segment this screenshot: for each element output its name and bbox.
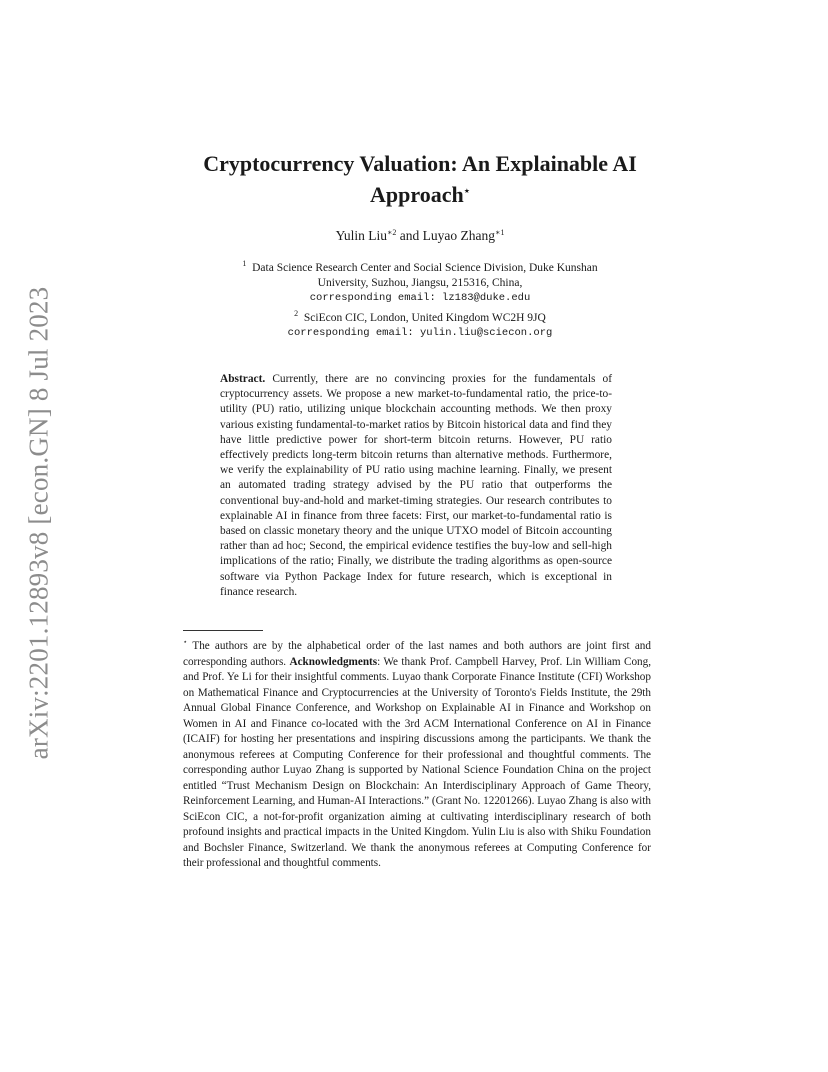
affiliations [200, 256, 640, 341]
abstract-label: Abstract. [220, 373, 266, 385]
author-conjunction: and [399, 228, 420, 243]
affiliation-1-line-1 [200, 256, 640, 276]
title-line-2-text: Approach [370, 182, 464, 207]
footnote [183, 635, 651, 872]
affiliation-1-number: 1 [242, 259, 247, 268]
abstract [220, 372, 612, 600]
affiliation-2-line-1 [200, 306, 640, 326]
author-1-name: Yulin Liu [335, 228, 387, 243]
paper-title [150, 150, 690, 209]
footnote-text-1: The authors are by the alphabetical order of the last names and both authors are joint first and corresponding authors. [183, 640, 651, 668]
affiliation-2-number: 2 [294, 309, 299, 318]
arxiv-side-stamp [24, 288, 54, 758]
title-line-2 [150, 178, 690, 209]
affiliation-1-text: Data Science Research Center and Social Science Division, Duke Kunshan [252, 262, 598, 274]
author-2-name: Luyao Zhang [422, 228, 495, 243]
title-star-mark: ⋆ [463, 186, 470, 197]
affiliation-2-text: SciEcon CIC, London, United Kingdom WC2H 9JQ [303, 312, 546, 324]
author-1-sup: ∗2 [386, 228, 397, 237]
acknowledgments-label: Acknowledgments [289, 655, 378, 668]
affiliation-1-line-2: University, Suzhou, Jiangsu, 215316, China, [317, 277, 523, 289]
author-2-sup: ∗1 [495, 228, 505, 237]
arxiv-identifier: arXiv:2201.12893v8 [econ.GN] 8 Jul 2023 [23, 286, 54, 760]
footnote-text-2: : We thank Prof. Campbell Harvey, Prof. Lin William Cong, and Prof. Ye Li for their insightful comments. Luyao thank Corporate Finance Institute (CFI) Workshop on Mathematical Finance and Cryptocurrencies at the University of Toronto's Fields Institute, the 29th Annual Global Finance Conference, and Workshop on Explainable AI in Finance and Workshop on Women in AI and Finance co-located with the 3rd ACM International Conference on AI in Finance (ICAIF) for hosting her presentations and inspiring discussions among the participants. We thank the anonymous referees at Computing Conference for their professional and thoughtful comments. The corresponding author Luyao Zhang is supported by National Science Foundation China on the project entitled “Trust Mechanism Design on Blockchain: An Interdisciplinary Approach of Game Theory, Reinforcement Learning, and Human-AI Interactions.” (Grant No. 12201266). Luyao Zhang is also with SciEcon CIC, a not-for-profit organization aiming at cultivating interdisciplinary research of both profound insights and practical impacts in the United Kingdom. Yulin Liu is also with Shiku Foundation and Bochsler Finance, Switzerland. We thank the anonymous referees at Computing Conference for their professional and thoughtful comments. [183, 655, 652, 869]
footnote-rule [183, 630, 263, 631]
title-line-1: Cryptocurrency Valuation: An Explainable AI [203, 151, 637, 176]
affiliation-2-email: corresponding email: yulin.liu@sciecon.org [287, 327, 553, 339]
affiliation-1-email: corresponding email: lz183@duke.edu [309, 292, 531, 304]
author-list [220, 228, 620, 244]
abstract-text: Currently, there are no convincing proxies for the fundamentals of cryptocurrency assets. We propose a new market-to-fundamental ratio, the price-to-utility (PU) ratio, utilizing unique blockchain accounting methods. We then proxy various existing fundamental-to-market ratios by Bitcoin historical data and find they have little predictive power for short-term bitcoin returns. However, PU ratio effectively predicts long-term bitcoin returns than alternative methods. Furthermore, we verify the explainability of PU ratio using machine learning. Finally, we present an automated trading strategy advised by the PU ratio that outperforms the conventional buy-and-hold and market-timing strategies. Our research contributes to explainable AI in finance from three facets: First, our market-to-fundamental ratio is based on classic monetary theory and the unique UTXO model of Bitcoin accounting rather than ad hoc; Second, the empirical evidence testifies the buy-low and sell-high implications of the ratio; Finally, we distribute the trading algorithms as open-source software via Python Package Index for future research, which is exceptional in finance research. [220, 373, 612, 598]
footnote-mark: ⋆ [183, 638, 188, 646]
